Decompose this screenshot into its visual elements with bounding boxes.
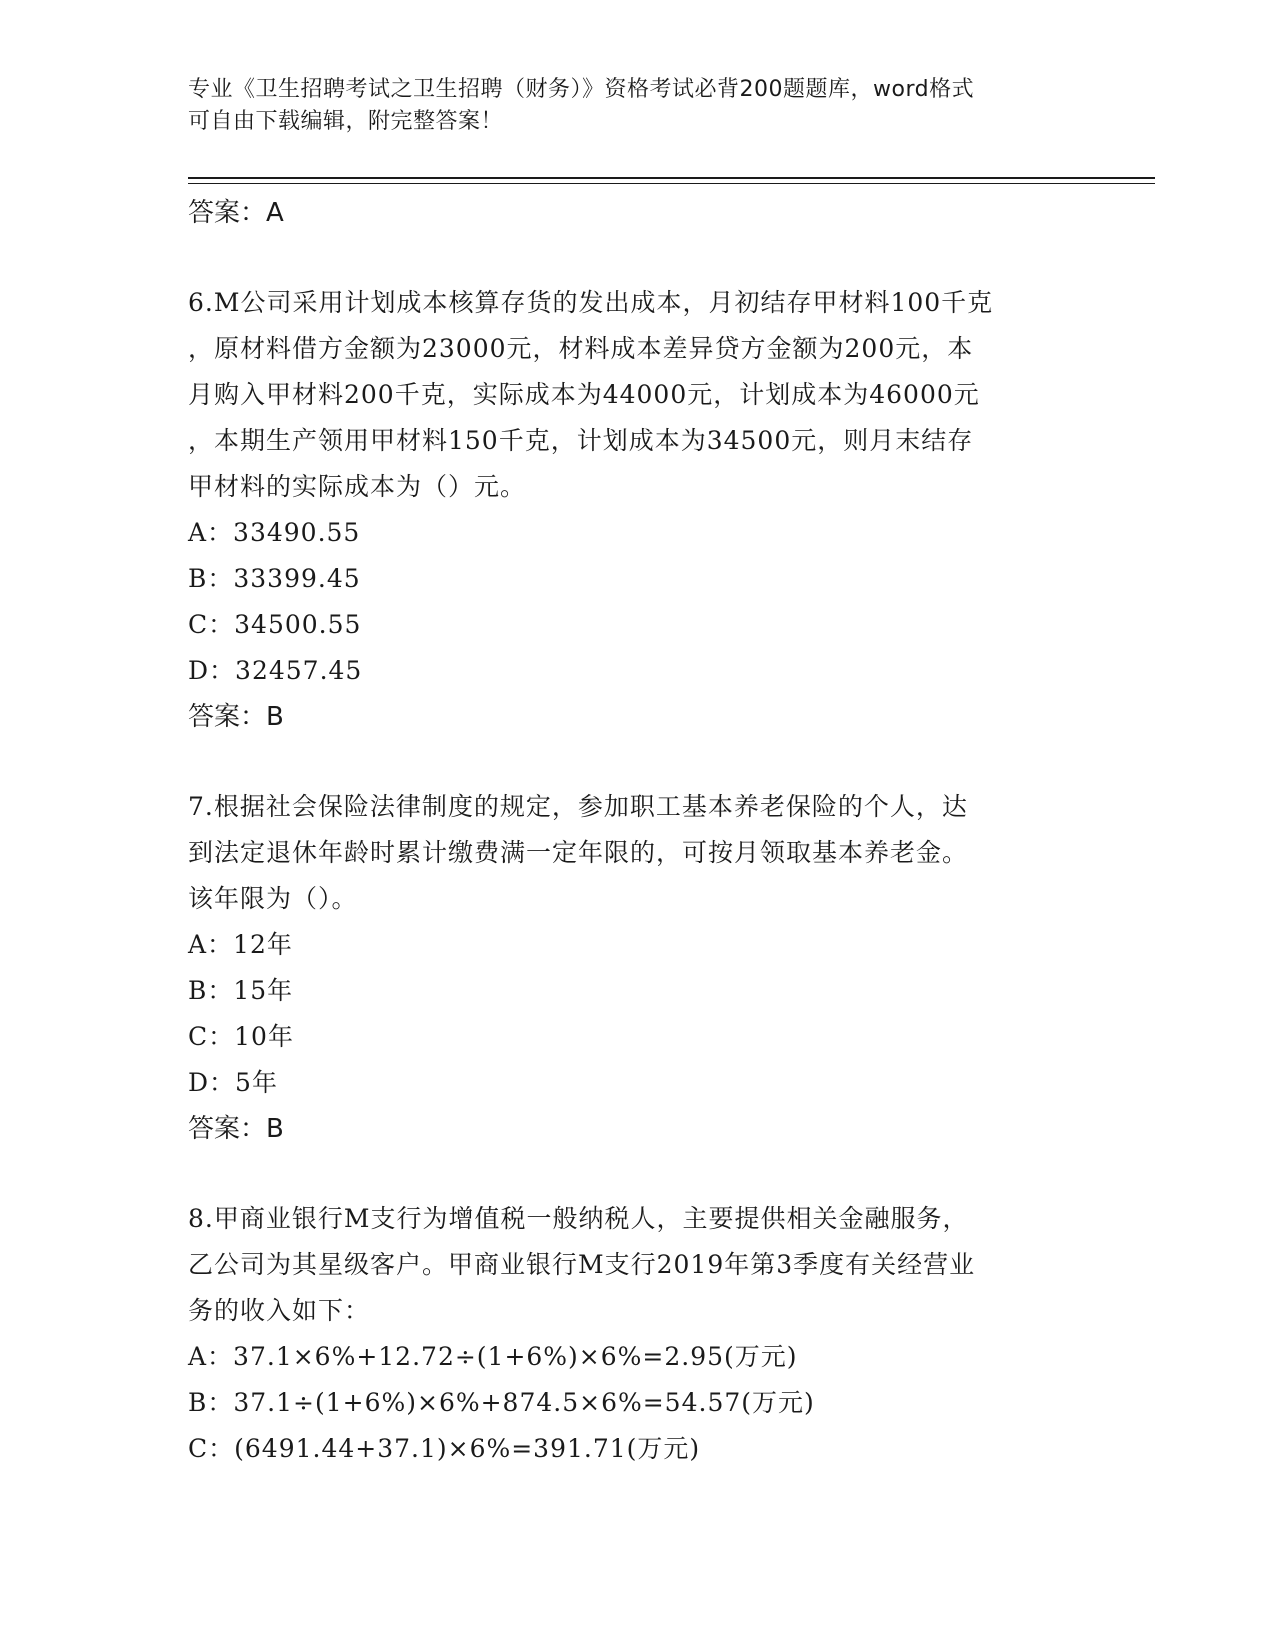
header-line-1: 专业《卫生招聘考试之卫生招聘（财务）》资格考试必背200题题库，word格式 [188,77,975,102]
option-b: B：33399.45 [188,564,361,593]
option-a: A：33490.55 [188,518,361,547]
question-text-line: 到法定退休年龄时累计缴费满一定年限的，可按月领取基本养老金。 [188,838,969,867]
question-text-line: ，本期生产领用甲材料150千克，计划成本为34500元，则月末结存 [188,426,974,455]
option-a: A：12年 [188,930,293,959]
answer-label: 答案：B [188,702,284,732]
option-b: B：37.1÷(1+6%)×6%+874.5×6%=54.57(万元) [188,1388,815,1417]
question-text-line: 6.M公司采用计划成本核算存货的发出成本，月初结存甲材料100千克 [188,288,994,317]
question-block [188,1196,1088,1472]
option-c: C：10年 [188,1022,294,1051]
question-text-line: 乙公司为其星级客户。甲商业银行M支行2019年第3季度有关经营业 [188,1250,976,1279]
question-text-line: ，原材料借方金额为23000元，材料成本差异贷方金额为200元，本 [188,334,974,363]
option-d: D：32457.45 [188,656,363,685]
question-text-line: 务的收入如下： [188,1296,371,1325]
question-text-line: 甲材料的实际成本为（）元。 [188,472,527,501]
question-block [188,280,1088,740]
document-header [188,74,1088,138]
question-block [188,784,1088,1152]
option-c: C：34500.55 [188,610,362,639]
question-text-line: 月购入甲材料200千克，实际成本为44000元，计划成本为46000元 [188,380,980,409]
option-c: C：(6491.44+37.1)×6%=391.71(万元) [188,1434,701,1463]
question-text-line: 8.甲商业银行M支行为增值税一般纳税人，主要提供相关金融服务， [188,1204,969,1233]
document-body [188,190,1088,1472]
header-divider-thick [188,177,1155,179]
option-d: D：5年 [188,1068,278,1097]
answer-label: 答案：B [188,1114,284,1144]
answer-label: 答案：A [188,198,284,228]
option-b: B：15年 [188,976,294,1005]
option-a: A：37.1×6%+12.72÷(1+6%)×6%=2.95(万元) [188,1342,798,1371]
header-line-2: 可自由下载编辑，附完整答案！ [188,109,504,134]
question-text-line: 7.根据社会保险法律制度的规定，参加职工基本养老保险的个人，达 [188,792,968,821]
header-divider-thin [188,183,1155,184]
question-text-line: 该年限为（）。 [188,884,358,913]
